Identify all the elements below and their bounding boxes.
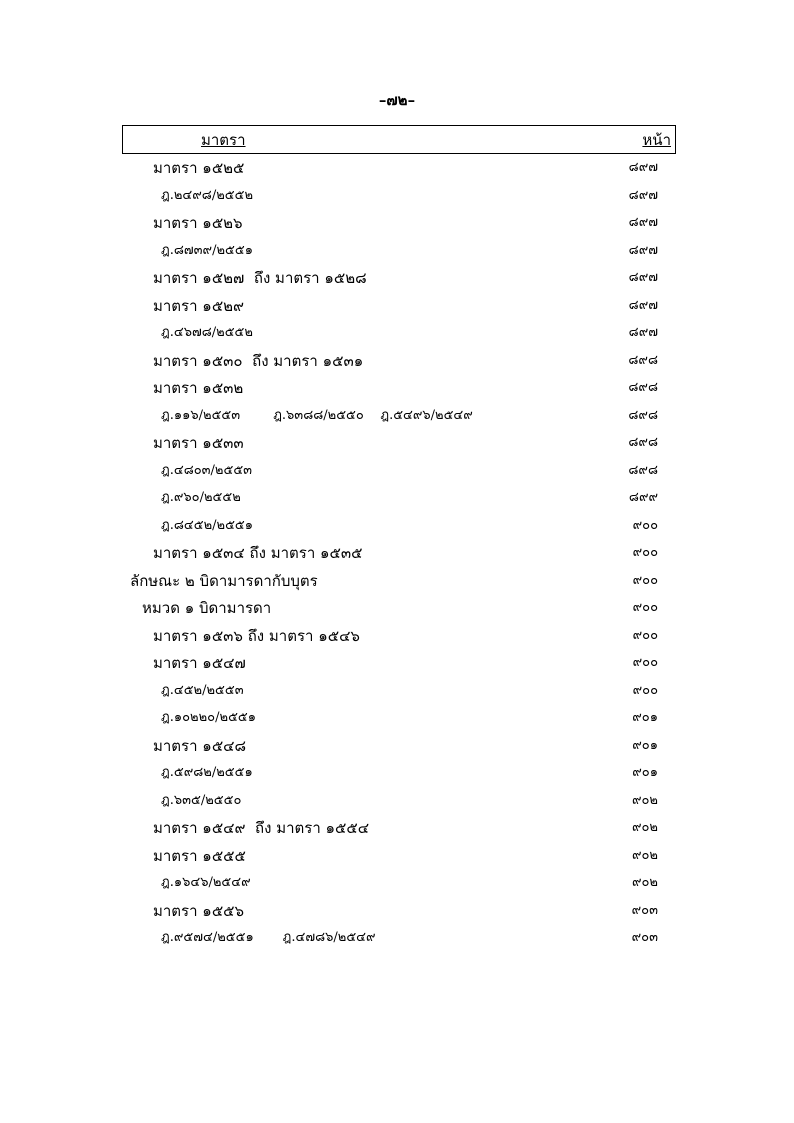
entry-text: มาตรา ๑๕๓๒: [153, 379, 244, 397]
entry-page-number: ๙๐๐: [632, 627, 658, 643]
entry-text: ฎ.๙๕๗๔/๒๕๕๑ ฎ.๔๗๘๖/๒๕๔๙: [161, 930, 376, 945]
entry-text: ฎ.๑๑๖/๒๕๕๓ ฎ.๖๓๘๘/๒๕๕๐ ฎ.๕๔๙๖/๒๕๔๙: [161, 407, 473, 423]
entry-page-number: ๘๙๘: [628, 407, 658, 423]
entry-text: มาตรา ๑๕๕๕: [153, 846, 246, 865]
index-entry: [0, 623, 794, 651]
entry-text: ฎ.๕๙๘๒/๒๕๕๑: [161, 765, 253, 780]
entry-page-number: ๘๙๘: [628, 380, 658, 395]
entry-text: ฎ.๒๔๙๘/๒๕๕๒: [161, 187, 254, 203]
index-entry: [0, 678, 794, 706]
entry-text: ฎ.๙๖๐/๒๕๕๒: [161, 490, 241, 505]
entry-page-number: ๘๙๗: [628, 325, 658, 340]
entry-text: มาตรา ๑๕๒๗ ถึง มาตรา ๑๕๒๘: [153, 269, 367, 287]
entry-text: มาตรา ๑๕๕๖: [153, 901, 245, 920]
entry-text: มาตรา ๑๕๔๘: [153, 736, 247, 755]
entry-page-number: ๙๐๓: [631, 902, 658, 918]
entry-page-number: ๙๐๒: [631, 847, 658, 863]
header-section-label: มาตรา: [201, 131, 246, 149]
entry-page-number: ๙๐๐: [632, 517, 658, 533]
index-entry: [0, 788, 794, 816]
index-entry: [0, 238, 794, 266]
entry-text: ฎ.๘๗๓๙/๒๕๕๑: [161, 242, 253, 258]
entry-page-number: ๘๙๗: [628, 270, 658, 285]
entry-page-number: ๙๐๒: [631, 820, 658, 835]
index-entry: [0, 650, 794, 678]
entry-page-number: ๘๙๘: [628, 352, 658, 368]
entry-page-number: ๙๐๐: [632, 600, 658, 615]
entry-page-number: ๙๐๐: [632, 655, 658, 670]
index-entry: [0, 568, 794, 596]
entry-text: ฎ.๔๘๐๓/๒๕๕๓: [161, 462, 253, 478]
index-entry: [0, 430, 794, 458]
entry-page-number: ๙๐๑: [632, 765, 658, 780]
entry-page-number: ๘๙๘: [628, 462, 658, 478]
entry-page-number: ๙๐๒: [631, 792, 658, 808]
entry-page-number: ๙๐๒: [631, 875, 658, 890]
entry-page-number: ๘๙๙: [628, 490, 658, 505]
entry-text: มาตรา ๑๕๒๖: [153, 214, 243, 232]
entry-text: ฎ.๔๖๗๘/๒๕๕๒: [161, 325, 253, 340]
index-entry: [0, 705, 794, 733]
entry-text: มาตรา ๑๕๓๖ ถึง มาตรา ๑๕๔๖: [153, 626, 360, 645]
index-entry: [0, 485, 794, 513]
entry-page-number: ๘๙๗: [628, 215, 658, 230]
entry-text: ฎ.๘๔๕๒/๒๕๕๑: [161, 517, 254, 533]
entry-page-number: ๘๙๗: [628, 187, 658, 203]
index-entry: [0, 403, 794, 431]
index-entry: [0, 155, 794, 183]
entry-text: หมวด ๑ บิดามารดา: [142, 599, 272, 617]
entry-text: มาตรา ๑๕๔๗: [153, 654, 246, 672]
entry-text: มาตรา ๑๕๓๔ ถึง มาตรา ๑๕๓๕: [153, 544, 363, 562]
index-entry: [0, 320, 794, 348]
entry-page-number: ๙๐๐: [632, 545, 658, 560]
entry-page-number: ๘๙๗: [628, 242, 658, 258]
index-entry: [0, 513, 794, 541]
index-entry: [0, 898, 794, 926]
entry-page-number: ๙๐๐: [632, 682, 658, 698]
index-entry: [0, 458, 794, 486]
index-entry: [0, 925, 794, 953]
index-entry: [0, 870, 794, 898]
entry-text: ฎ.๖๓๕/๒๕๕๐: [161, 792, 242, 808]
header-page-label: หน้า: [642, 131, 671, 149]
entry-text: ฎ.๑๖๔๖/๒๕๔๙: [161, 875, 251, 890]
index-entry: [0, 183, 794, 211]
index-entry: [0, 540, 794, 568]
entry-text: มาตรา ๑๕๓๓: [153, 434, 244, 452]
entry-page-number: ๘๙๗: [628, 160, 658, 175]
index-entry: [0, 760, 794, 788]
entry-page-number: ๘๙๘: [628, 435, 658, 450]
entry-text: ฎ.๑๐๒๒๐/๒๕๕๑: [161, 710, 256, 725]
entry-page-number: ๙๐๐: [632, 572, 658, 588]
entry-page-number: ๙๐๓: [631, 930, 658, 945]
entry-text: มาตรา ๑๕๔๙ ถึง มาตรา ๑๕๕๔: [153, 819, 370, 837]
entry-page-number: ๙๐๑: [632, 710, 658, 725]
entry-page-number: ๘๙๗: [628, 297, 658, 313]
index-entry: [0, 595, 794, 623]
index-entry: [0, 375, 794, 403]
entry-text: มาตรา ๑๕๓๐ ถึง มาตรา ๑๕๓๑: [153, 351, 364, 370]
table-header: [122, 125, 676, 154]
index-entry: [0, 843, 794, 871]
entry-text: มาตรา ๑๕๒๕: [153, 159, 245, 177]
page-number: –๗๒–: [378, 91, 416, 109]
entry-text: ลักษณะ ๒ บิดามารดากับบุตร: [130, 571, 318, 590]
entry-text: ฎ.๔๕๒/๒๕๕๓: [161, 682, 244, 698]
index-entries: [0, 155, 794, 953]
index-entry: [0, 265, 794, 293]
index-entry: [0, 733, 794, 761]
index-entry: [0, 348, 794, 376]
entry-page-number: ๙๐๑: [632, 737, 658, 753]
index-entry: [0, 293, 794, 321]
index-entry: [0, 210, 794, 238]
entry-text: มาตรา ๑๕๒๙: [153, 296, 245, 315]
index-entry: [0, 815, 794, 843]
